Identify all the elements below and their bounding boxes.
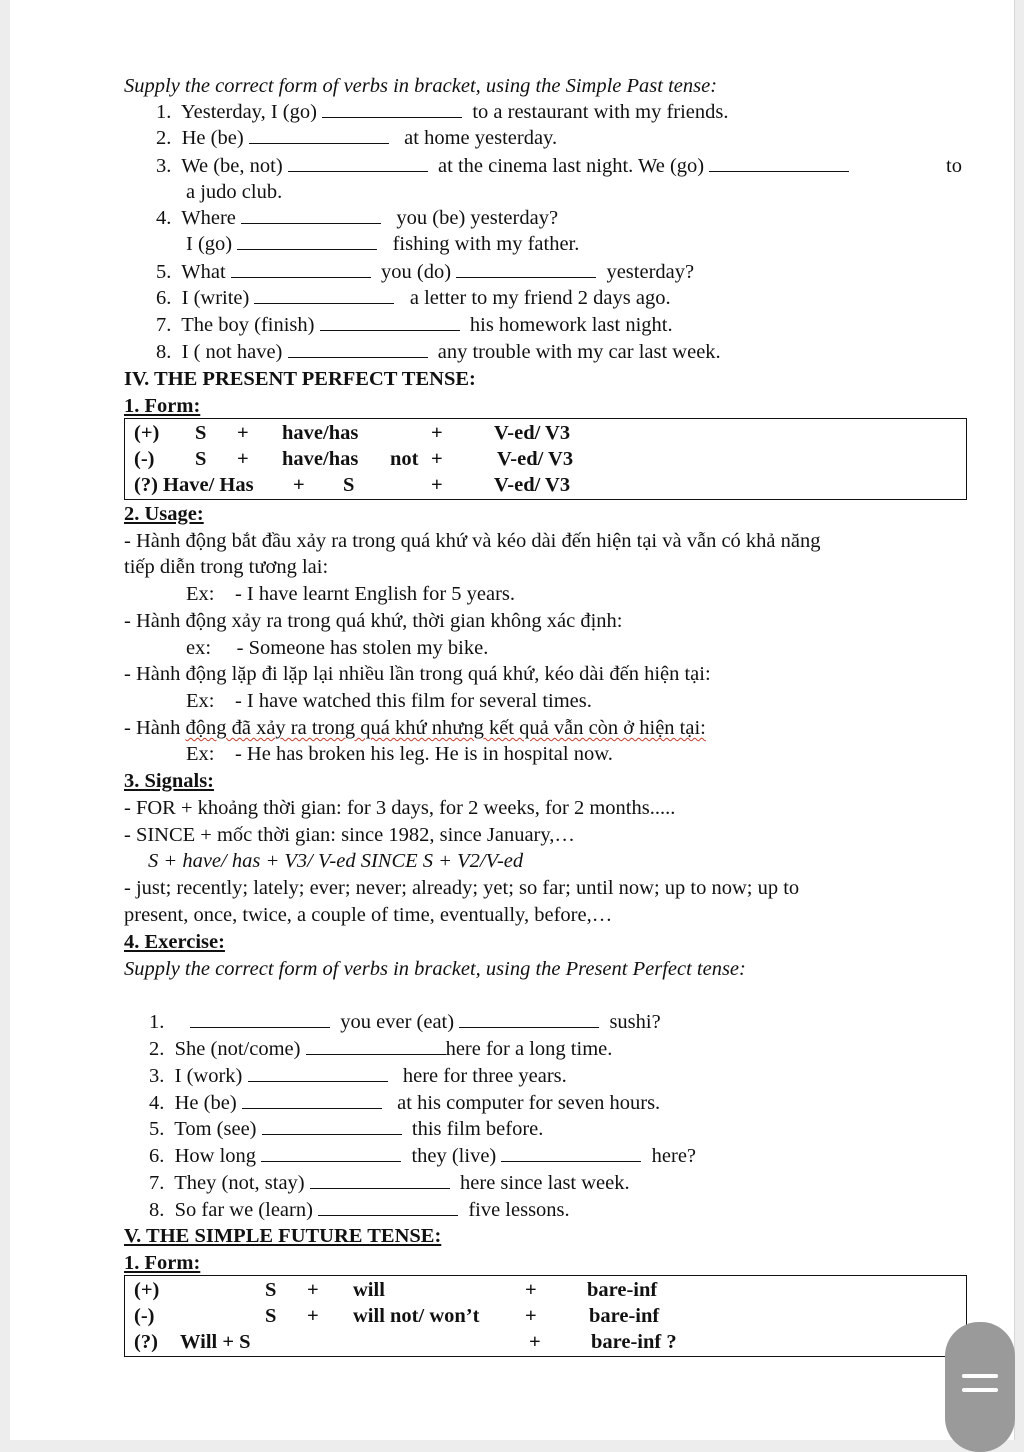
scroll-handle[interactable]	[945, 1322, 1015, 1452]
answer-blank[interactable]	[306, 1037, 446, 1055]
list-item: 3. I (work) here for three years.	[149, 1065, 567, 1087]
example: Ex: - I have learnt English for 5 years.	[186, 583, 516, 605]
list-item-continuation: a judo club.	[186, 181, 283, 203]
usage-text: - Hành động bắt đầu xảy ra trong quá khứ và kéo dài đến hiện tại và vẫn có khả năng	[124, 530, 821, 552]
section-heading: V. THE SIMPLE FUTURE TENSE:	[124, 1225, 442, 1247]
list-item: 4. Where you (be) yesterday?	[156, 207, 559, 229]
answer-blank[interactable]	[237, 232, 377, 250]
subheading: 1. Form:	[124, 395, 201, 417]
example: ex: - Someone has stolen my bike.	[186, 637, 489, 659]
signal-text: - SINCE + mốc thời gian: since 1982, since January,…	[124, 824, 575, 846]
answer-blank[interactable]	[231, 260, 371, 278]
answer-blank[interactable]	[261, 1144, 401, 1162]
usage-text: - Hành động lặp đi lặp lại nhiều lần trong quá khứ, kéo dài đến hiện tại:	[124, 663, 711, 685]
answer-blank[interactable]	[262, 1117, 402, 1135]
form-box: (+) S + will + bare-inf (-) S + will not/ won’t + bare-inf (?) Will + S + bare-inf ?	[124, 1275, 967, 1357]
list-item: 1. you ever (eat) sushi?	[149, 1011, 661, 1033]
answer-blank[interactable]	[254, 286, 394, 304]
answer-blank[interactable]	[190, 1010, 330, 1028]
answer-blank[interactable]	[249, 126, 389, 144]
list-item: 4. He (be) at his computer for seven hours.	[149, 1092, 661, 1114]
subheading: 1. Form:	[124, 1252, 201, 1274]
answer-blank[interactable]	[322, 100, 462, 118]
signal-text: - just; recently; lately; ever; never; already; yet; so far; until now; up to now; up to	[124, 877, 800, 899]
list-item: 2. She (not/come) here for a long time.	[149, 1038, 613, 1060]
list-item: 7. The boy (finish) his homework last night.	[156, 314, 673, 336]
subheading: 4. Exercise:	[124, 931, 225, 953]
list-item: 2. He (be) at home yesterday.	[156, 127, 558, 149]
list-item: 1. Yesterday, I (go) to a restaurant with my friends.	[156, 101, 729, 123]
subheading: 2. Usage:	[124, 503, 204, 525]
answer-blank[interactable]	[320, 313, 460, 331]
signal-formula: S + have/ has + V3/ V-ed SINCE S + V2/V-ed	[148, 850, 524, 872]
answer-blank[interactable]	[288, 340, 428, 358]
grip-line-icon	[962, 1388, 998, 1392]
list-item: 8. So far we (learn) five lessons.	[149, 1199, 570, 1221]
grip-line-icon	[962, 1374, 998, 1378]
usage-text: - Hành động xảy ra trong quá khứ, thời gian không xác định:	[124, 610, 623, 632]
section-heading: IV. THE PRESENT PERFECT TENSE:	[124, 368, 476, 390]
usage-text: - Hành động đã xảy ra trong quá khứ nhưng kết quả vẫn còn ở hiện tại:	[124, 717, 706, 739]
list-item: 8. I ( not have) any trouble with my car last week.	[156, 341, 721, 363]
subheading: 3. Signals:	[124, 770, 214, 792]
answer-blank[interactable]	[242, 1091, 382, 1109]
answer-blank[interactable]	[501, 1144, 641, 1162]
answer-blank[interactable]	[459, 1010, 599, 1028]
list-item-continuation: I (go) fishing with my father.	[186, 233, 580, 255]
answer-blank[interactable]	[456, 260, 596, 278]
example: Ex: - I have watched this film for several times.	[186, 690, 592, 712]
answer-blank[interactable]	[241, 206, 381, 224]
answer-blank[interactable]	[709, 154, 849, 172]
form-box: (+) S + have/has + V-ed/ V3 (-) S + have/has not + V-ed/ V3 (?) Have/ Has + S + V-ed/ V3	[124, 418, 967, 500]
list-item: 5. What you (do) yesterday?	[156, 261, 695, 283]
exercise-instruction: Supply the correct form of verbs in bracket, using the Present Perfect tense:	[124, 958, 746, 980]
answer-blank[interactable]	[310, 1171, 450, 1189]
past-instruction: Supply the correct form of verbs in bracket, using the Simple Past tense:	[124, 75, 718, 97]
document-page	[10, 0, 1015, 1440]
signal-text: - FOR + khoảng thời gian: for 3 days, for 2 weeks, for 2 months.....	[124, 797, 676, 819]
signal-text: present, once, twice, a couple of time, eventually, before,…	[124, 904, 613, 926]
example: Ex: - He has broken his leg. He is in hospital now.	[186, 743, 613, 765]
list-item: 7. They (not, stay) here since last week.	[149, 1172, 630, 1194]
usage-text: tiếp diễn trong tương lai:	[124, 556, 329, 578]
list-item: 5. Tom (see) this film before.	[149, 1118, 544, 1140]
answer-blank[interactable]	[248, 1064, 388, 1082]
list-item: 6. I (write) a letter to my friend 2 days ago.	[156, 287, 671, 309]
list-item: 6. How long they (live) here?	[149, 1145, 697, 1167]
answer-blank[interactable]	[318, 1198, 458, 1216]
answer-blank[interactable]	[288, 154, 428, 172]
list-item: 3. We (be, not) at the cinema last night. We (go) to	[156, 155, 962, 177]
